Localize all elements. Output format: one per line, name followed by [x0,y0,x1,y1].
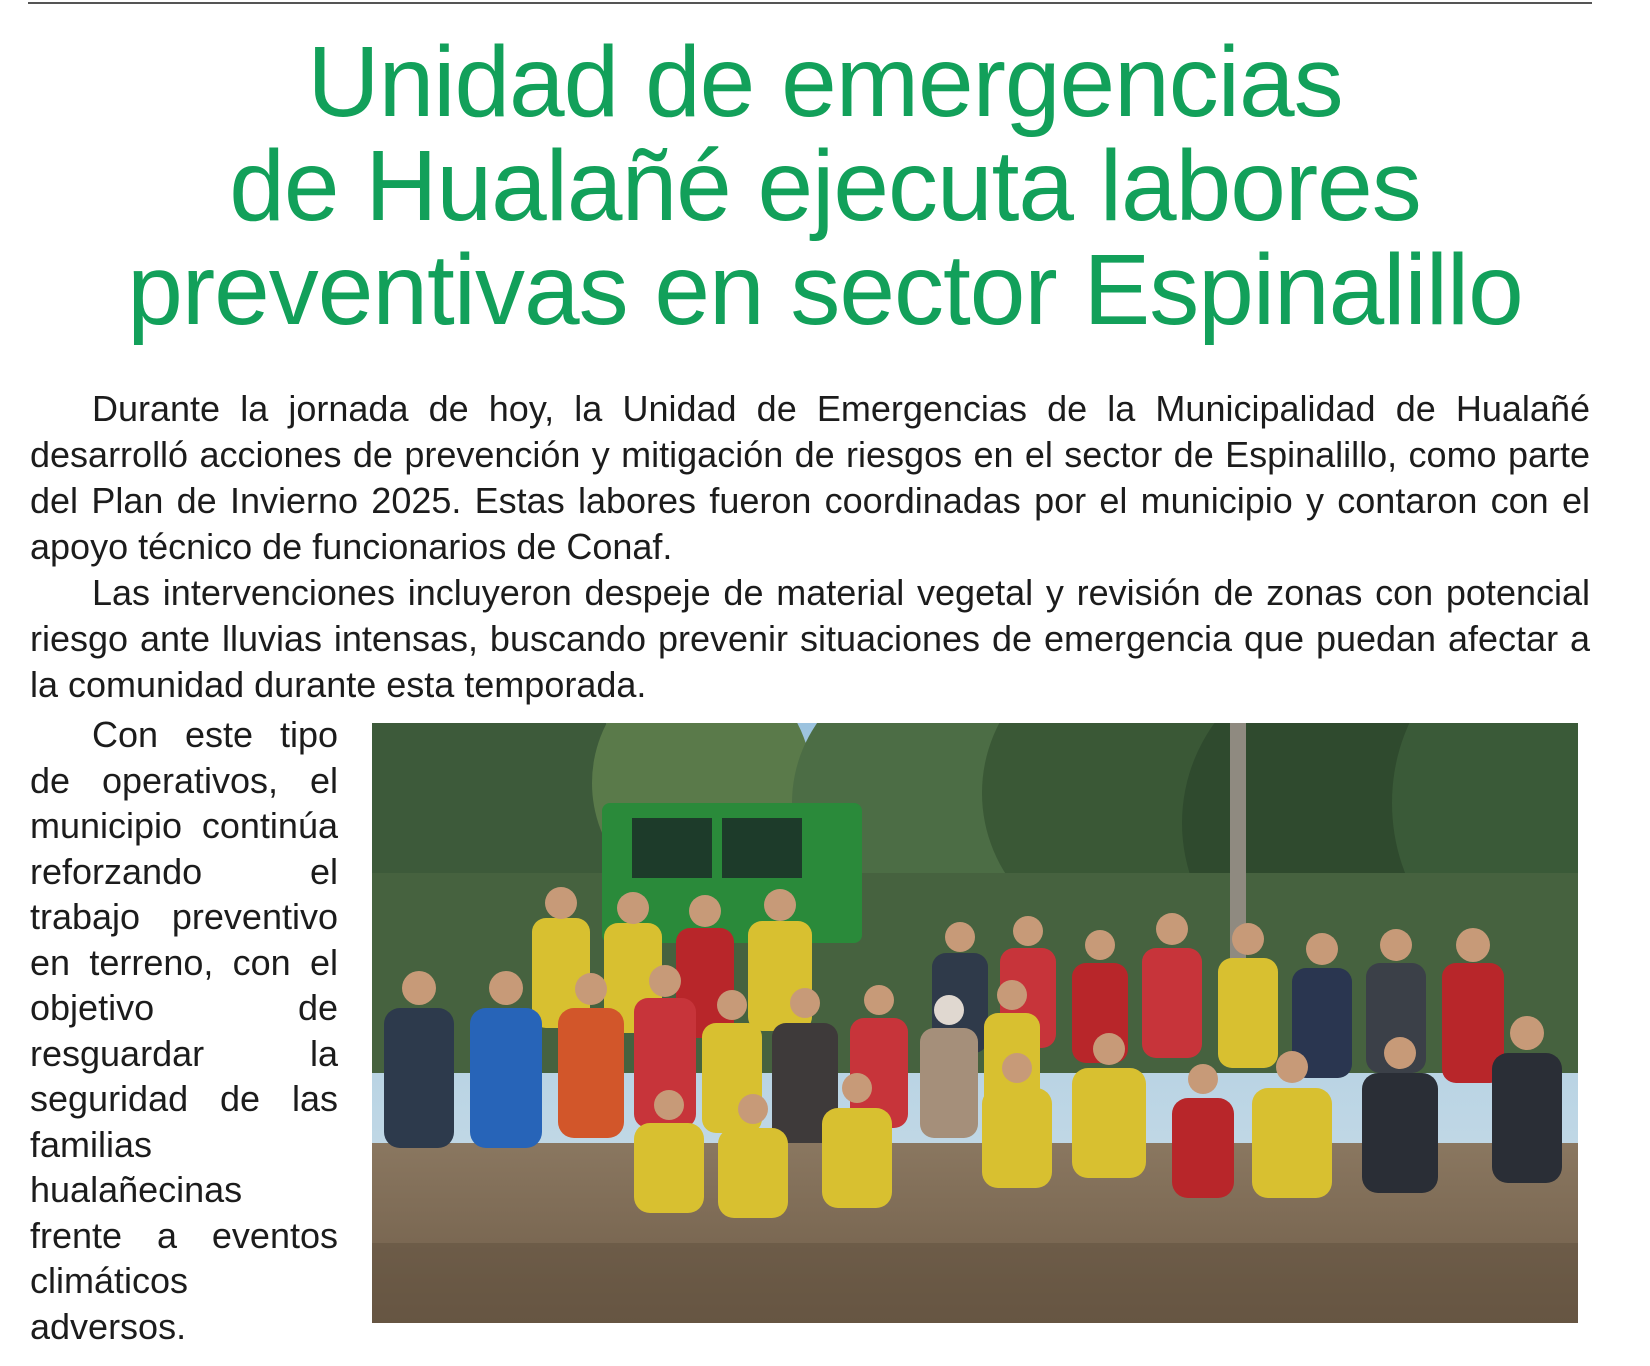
top-rule [28,2,1592,4]
article-body [30,386,1590,708]
paragraph-1: Durante la jornada de hoy, la Unidad de Emergencias de la Municipalidad de Hualañé desarrolló acciones de prevención y mitigación de riesgos en el sector de Espinalillo, como parte del Plan de Invierno 2025. Estas labores fueron coordinadas por el municipio y contaron con el apoyo técnico de funcionarios de Conaf. [30,388,1590,567]
headline-line-3: preventivas en sector Espinalillo [127,234,1523,346]
headline-line-1: Unidad de emergencias [307,26,1343,138]
article-side-column [30,712,338,1349]
article-headline [20,26,1630,346]
group-photo [372,723,1578,1323]
paragraph-3: Con este tipo de operativos, el municipio continúa reforzando el trabajo preventivo en terreno, con el objetivo de resguardar la seguridad de las familias hualañecinas frente a eventos climáticos adversos. [30,714,338,1347]
paragraph-2: Las intervenciones incluyeron despeje de material vegetal y revisión de zonas con potencial riesgo ante lluvias intensas, buscando prevenir situaciones de emergencia que puedan afectar a la comunidad durante esta temporada. [30,572,1590,705]
group-photo-illustration [372,723,1578,1323]
headline-line-2: de Hualañé ejecuta labores [229,130,1421,242]
